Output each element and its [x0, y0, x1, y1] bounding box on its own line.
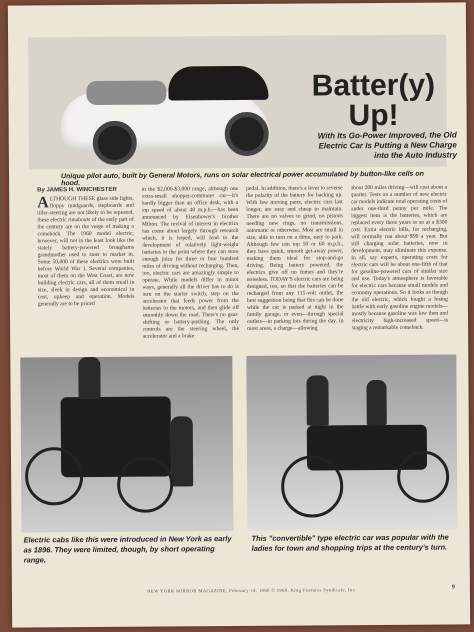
rear-wheel [225, 112, 269, 156]
car-roof [168, 66, 268, 101]
subheadline: With Its Go-Power Improved, the Old Electric Car Is Putting a New Charge into the Auto Industry [317, 130, 457, 161]
convertible-rear-wheel [397, 451, 449, 503]
page-footer: NEW YORK MIRROR MAGAZINE, February 14, 1960 © 1960, King Features Syndicate, Inc. [147, 587, 357, 594]
left-photo-caption: Electric cabs like this were introduced in New York as early as 1896. They were limited, though, by short operating range. [23, 534, 232, 565]
convertible-front-wheel [281, 455, 343, 517]
cab-front-wheel [25, 447, 83, 505]
article-body [37, 185, 448, 360]
byline: By JAMES H. WINCHESTER [37, 186, 117, 194]
article-column-4: about 200 miles driving—will cost about a quarter. Tests on a number of new electric car models indicate total operating costs of under one-third penny per mile. The biggest item is the batteries, which are replaced every three years or so at a $300 cost. Extra electric bills, for recharging, will normally run about $90 a year. But still charging solar batteries, now in development, may eliminate this expense. In all, say experts, operating costs for electric cars will be about one-fifth of that for gasoline-powered cars of similar size and use. Today's atmosphere is favorable for electric cars because small models and economy operations. So it looks as though the old electric, which fought a losing battle with early gasoline engine models—mostly because gasoline was low then and electricity high-increased speed—is staging a remarkable comeback. [350, 184, 449, 332]
right-photo-caption: This "convertible" type electric car was popular with the ladies for town and shopping trips at the century's turn. [251, 532, 449, 553]
column-1-text: LTHOUGH THESE glass side lights, floppy mudguards, stepboards and tiller-steering are not likely to be repeated, these electric runabouts of the early part of the century are on the verge of making a comeback. The 1960 model electric, however, will not in the least look like the stately battery-powered broughams grandmother used to steer to market in. Some 50,000 of these electrics were built before World War I. Several companies, most of them on the West Coast, are now building electric cars, all of them small in size, sleek in design and economical in cost, upkeep and operation. Models generally are to be priced [37, 195, 135, 308]
convertible-electric-car-photo [246, 354, 457, 530]
electric-cab-photo [20, 356, 233, 532]
standing-man-figure [171, 416, 193, 486]
woman-figure-right [366, 380, 386, 425]
cab-rear-wheel [117, 456, 173, 512]
page-number: 9 [451, 584, 455, 591]
article-column-2: in the $2,000-$3,000 range, although one extra-small shopper-commuter car—it's hardly bigger than an office desk, with a top speed of about 40 m.p.h.—has been announced by Eisenhower's brother Milton. The revival of interest in electrics has come about largely through research which, it is hoped, will lead to the development of relatively light-weight batteries to the point where they can store enough juice for three or four hundred miles of driving without recharging. Then, too, electric cars are amazingly simple to operate. While models differ in minor ways, generally all the driver has to do is turn on the starter switch, step on the accelerator that feeds power from the batteries to the motors, and then glide off smoothly down the road. There's no gear-shifting or battery-pushing. The only controls are the steering wheel, the accelerator and a brake [141, 186, 240, 340]
top-photo-caption: Unique pilot auto, built by General Motors, runs on solar electrical power accumulated by button-like cells on hood. [61, 170, 424, 188]
article-column-1 [37, 187, 135, 360]
headline: Batter(y) Up! [311, 68, 436, 133]
magazine-page [8, 2, 470, 627]
article-column-3: pedal. In addition, there's a lever to reverse the polarity of the battery for backing up. With few moving parts, electric cars last longer, are easy and cheap to maintain. There are no valves to grind, no pistons needing new rings, no transmissions, automatic or otherwise. Most are small in size, able to turn on a dime, easy to park. Although few can top 50 or 60 m.p.h., they have quick, smooth get-away power, making them ideal for stop-and-go driving. Being battery powered, the electrics give off no fumes and they're noiseless. TODAY'S electric cars are being designed, too, so that the batteries can be recharged from any 115-volt outlet, the best suggestion being that this can be done while the car is parked at night in the family garage, or even—through special outlets—in parking lots during the day. In most areas, a charge—allowing [246, 185, 344, 332]
solar-cell-hood [86, 81, 166, 106]
driver-figure [78, 357, 100, 399]
front-wheel [93, 121, 137, 165]
woman-figure-left [306, 375, 328, 425]
drop-cap: A [37, 194, 49, 212]
